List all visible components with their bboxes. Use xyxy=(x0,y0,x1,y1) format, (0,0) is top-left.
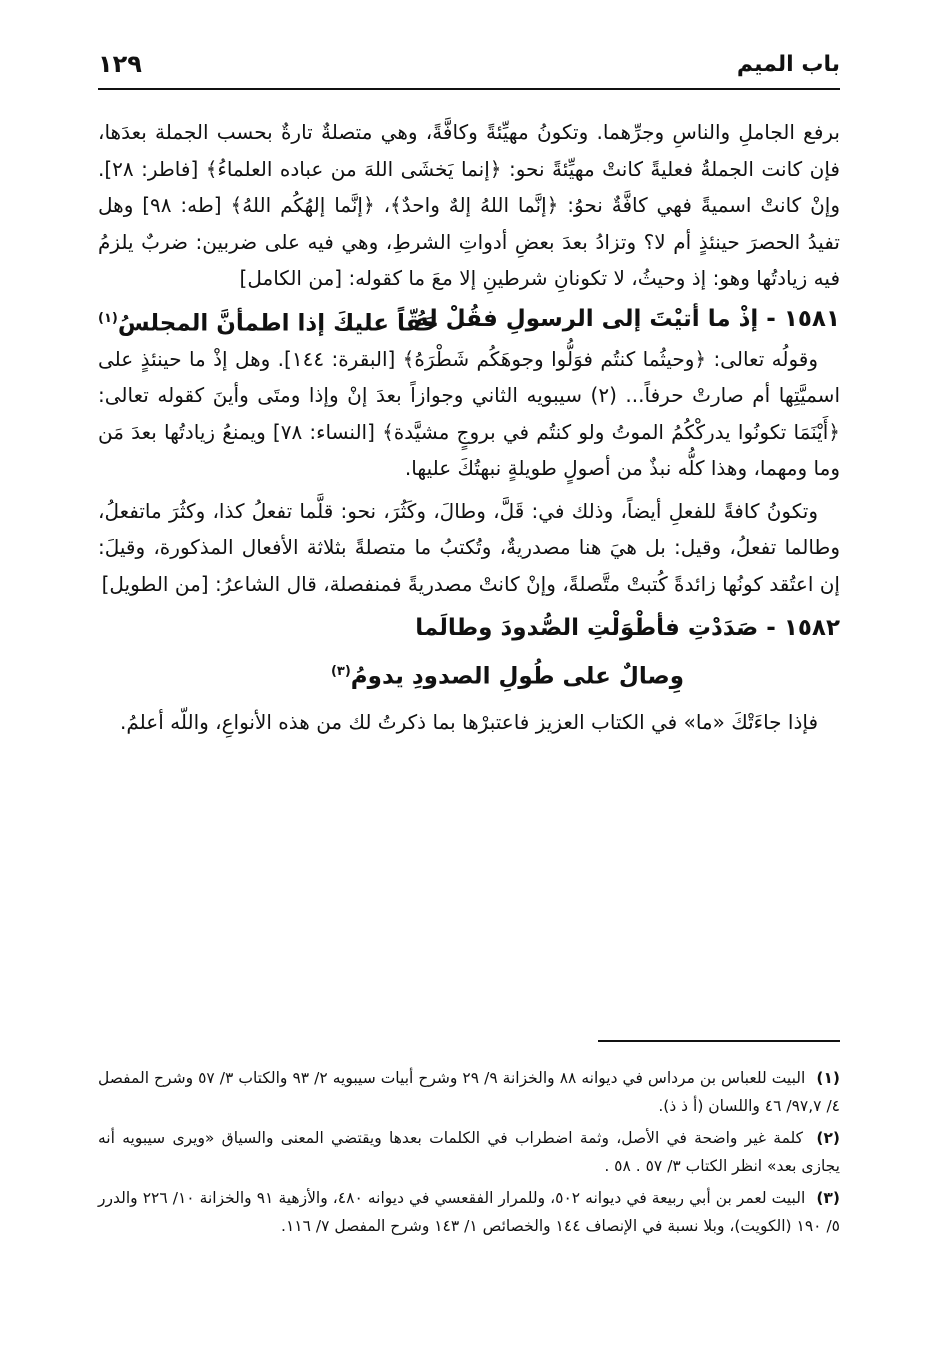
verse-1582-hemistich-1: صَدَدْتِ فأطْوَلْتِ الصُّدودَ وطالَما xyxy=(415,615,759,641)
page-number: ١٢٩ xyxy=(98,50,142,78)
footnote-separator xyxy=(598,1040,840,1042)
paragraph-2: وقولُه تعالى: ﴿وحيثُما كنتُم فوَلُّوا وجوهَكُم شَطْرَهُ﴾ [البقرة: ١٤٤]. وهل إذْ ما حينئذٍ على اسميَّتِها أم صارتْ حرفاً... (٢) سيبويه الثاني وجوازاً بعدَ إنْ وإذا ومتَى وأينَ كقوله تعالى: ﴿أَيْنَمَا تكونُوا يدركْكُمُ الموتُ ولو كنتُم في بروجٍ مشيَّدة﴾ [النساء: ٧٨] ويمنعُ زيادتُها بعدَ مَن وما ومهما، وهذا كلُّه نبذٌ من أصولٍ طويلةٍ نبهتُكَ عليها. xyxy=(98,346,841,480)
paragraph-4: فإذا جاءَتْكَ «ما» في الكتاب العزيز فاعتبرْها بما ذكرتُ لك من هذه الأنواعِ، واللّه أعلمُ. xyxy=(120,710,818,734)
verse-1582-number: ١٥٨٢ - xyxy=(766,615,840,641)
footnote-2 xyxy=(98,1124,840,1180)
footnote-1 xyxy=(98,1064,840,1120)
verse-1581-hemistich-1: إذْ ما أتيْتَ إلى الرسولِ فقُلْ لهُ xyxy=(415,305,759,332)
verse-1582-line-2 xyxy=(98,650,840,694)
paragraph-1: برفع الجاملِ والناسِ وجرِّهما. وتكونُ مهيِّئةً وكافَّةً، وهي متصلةٌ تارةٌ بحسب الجملة بعدَها، فإن كانت الجملةُ فعليةً كانتْ مهيِّئةً نحو: ﴿إنما يَخشَى اللهَ من عباده العلماءُ﴾ [فاطر: ٢٨]. وإنْ كانتْ اسميةً فهي كافَّةٌ نحوُ: ﴿إنَّما اللهُ إلهٌ واحدٌ﴾، ﴿إنَّما إلهُكُم اللهُ﴾ [طه: ٩٨] وهل تفيدُ الحصرَ حينئذٍ أم لا؟ وتزادُ بعدَ بعضِ أدواتِ الشرطِ، وهي فيه على ضربين: ضربٌ يلزمُ فيه زيادتُها وهو: إذ وحيثُ، لا تكونانِ شرطينِ إلا معَ ما كقوله: [من الكامل] xyxy=(98,120,840,290)
chapter-title: باب الميم xyxy=(736,52,840,77)
paragraph-3: وتكونُ كافةً للفعلِ أيضاً، وذلك في: قَلَّ، وطالَ، وكَثُرَ، نحو: قلَّما تفعلُ كذا، وكثُرَ ماتفعلُ، وطالما تفعلُ، وقيل: بل هيَ هنا مصدريةٌ، وتُكتبُ ما متصلةً بثلاثة الأفعال المذكورة، وقيلَ: إن اعتُقد كونُها زائدةً كُتبتْ متَّصلةً، وإنْ كانتْ مصدريةً فمنفصلة، قال الشاعرُ: [من الطويل] xyxy=(98,498,840,596)
verse-1581-number: ١٥٨١ - xyxy=(766,305,840,332)
verse-1581-footnote-ref: (١) xyxy=(98,310,118,326)
page-header xyxy=(98,44,840,90)
footnote-3-number: (٣) xyxy=(816,1189,840,1207)
verse-1582-line-1 xyxy=(98,606,840,650)
verse-1582-footnote-ref: (٣) xyxy=(330,664,351,679)
footnote-2-text: كلمة غير واضحة في الأصل، وثمة اضطراب في الكلمات بعدها ويقتضي المعنى والسياق «ويرى سيبويه أنه يجازى بعد» انظر الكتاب ٣/ ٥٧ . ٥٨ . xyxy=(98,1129,840,1175)
verse-1582-hemistich-2: وِصالٌ على طُولِ الصدودِ يدومُ xyxy=(350,663,684,690)
footnote-3-text: البيت لعمر بن أبي ربيعة في ديوانه ٥٠٢، وللمرار الفقعسي في ديوانه ٤٨٠، والأزهية ٩١ والخزانة ١٠/ ٢٢٦ والدرر ٥/ ١٩٠ (الكويت)، وبلا نسبة في الإنصاف ١٤٤ والخصائص ١/ ١٤٣ وشرح المفصل ٧/ ١١٦. xyxy=(98,1189,840,1235)
verse-1581-second-half xyxy=(98,299,439,344)
footnotes xyxy=(98,1064,840,1244)
footnote-1-number: (١) xyxy=(816,1069,841,1087)
footnote-2-number: (٢) xyxy=(816,1129,840,1147)
footnote-3 xyxy=(98,1184,840,1240)
footnote-1-text: البيت للعباس بن مرداس في ديوانه ٨٨ والخزانة ٩/ ٢٩ وشرح أبيات سيبويه ٢/ ٩٣ والكتاب ٣/ ٥٧ وشرح المفصل ٤/ ٩٧,٧/ ٤٦ واللسان (أ ذ ذ). xyxy=(98,1069,840,1115)
verse-1581-first-half xyxy=(415,299,840,339)
verse-1581-hemistich-2: حَقّاً عليكَ إذا اطمأنَّ المجلسُ xyxy=(117,310,439,337)
page-body xyxy=(98,114,840,741)
verse-1581 xyxy=(98,299,840,339)
